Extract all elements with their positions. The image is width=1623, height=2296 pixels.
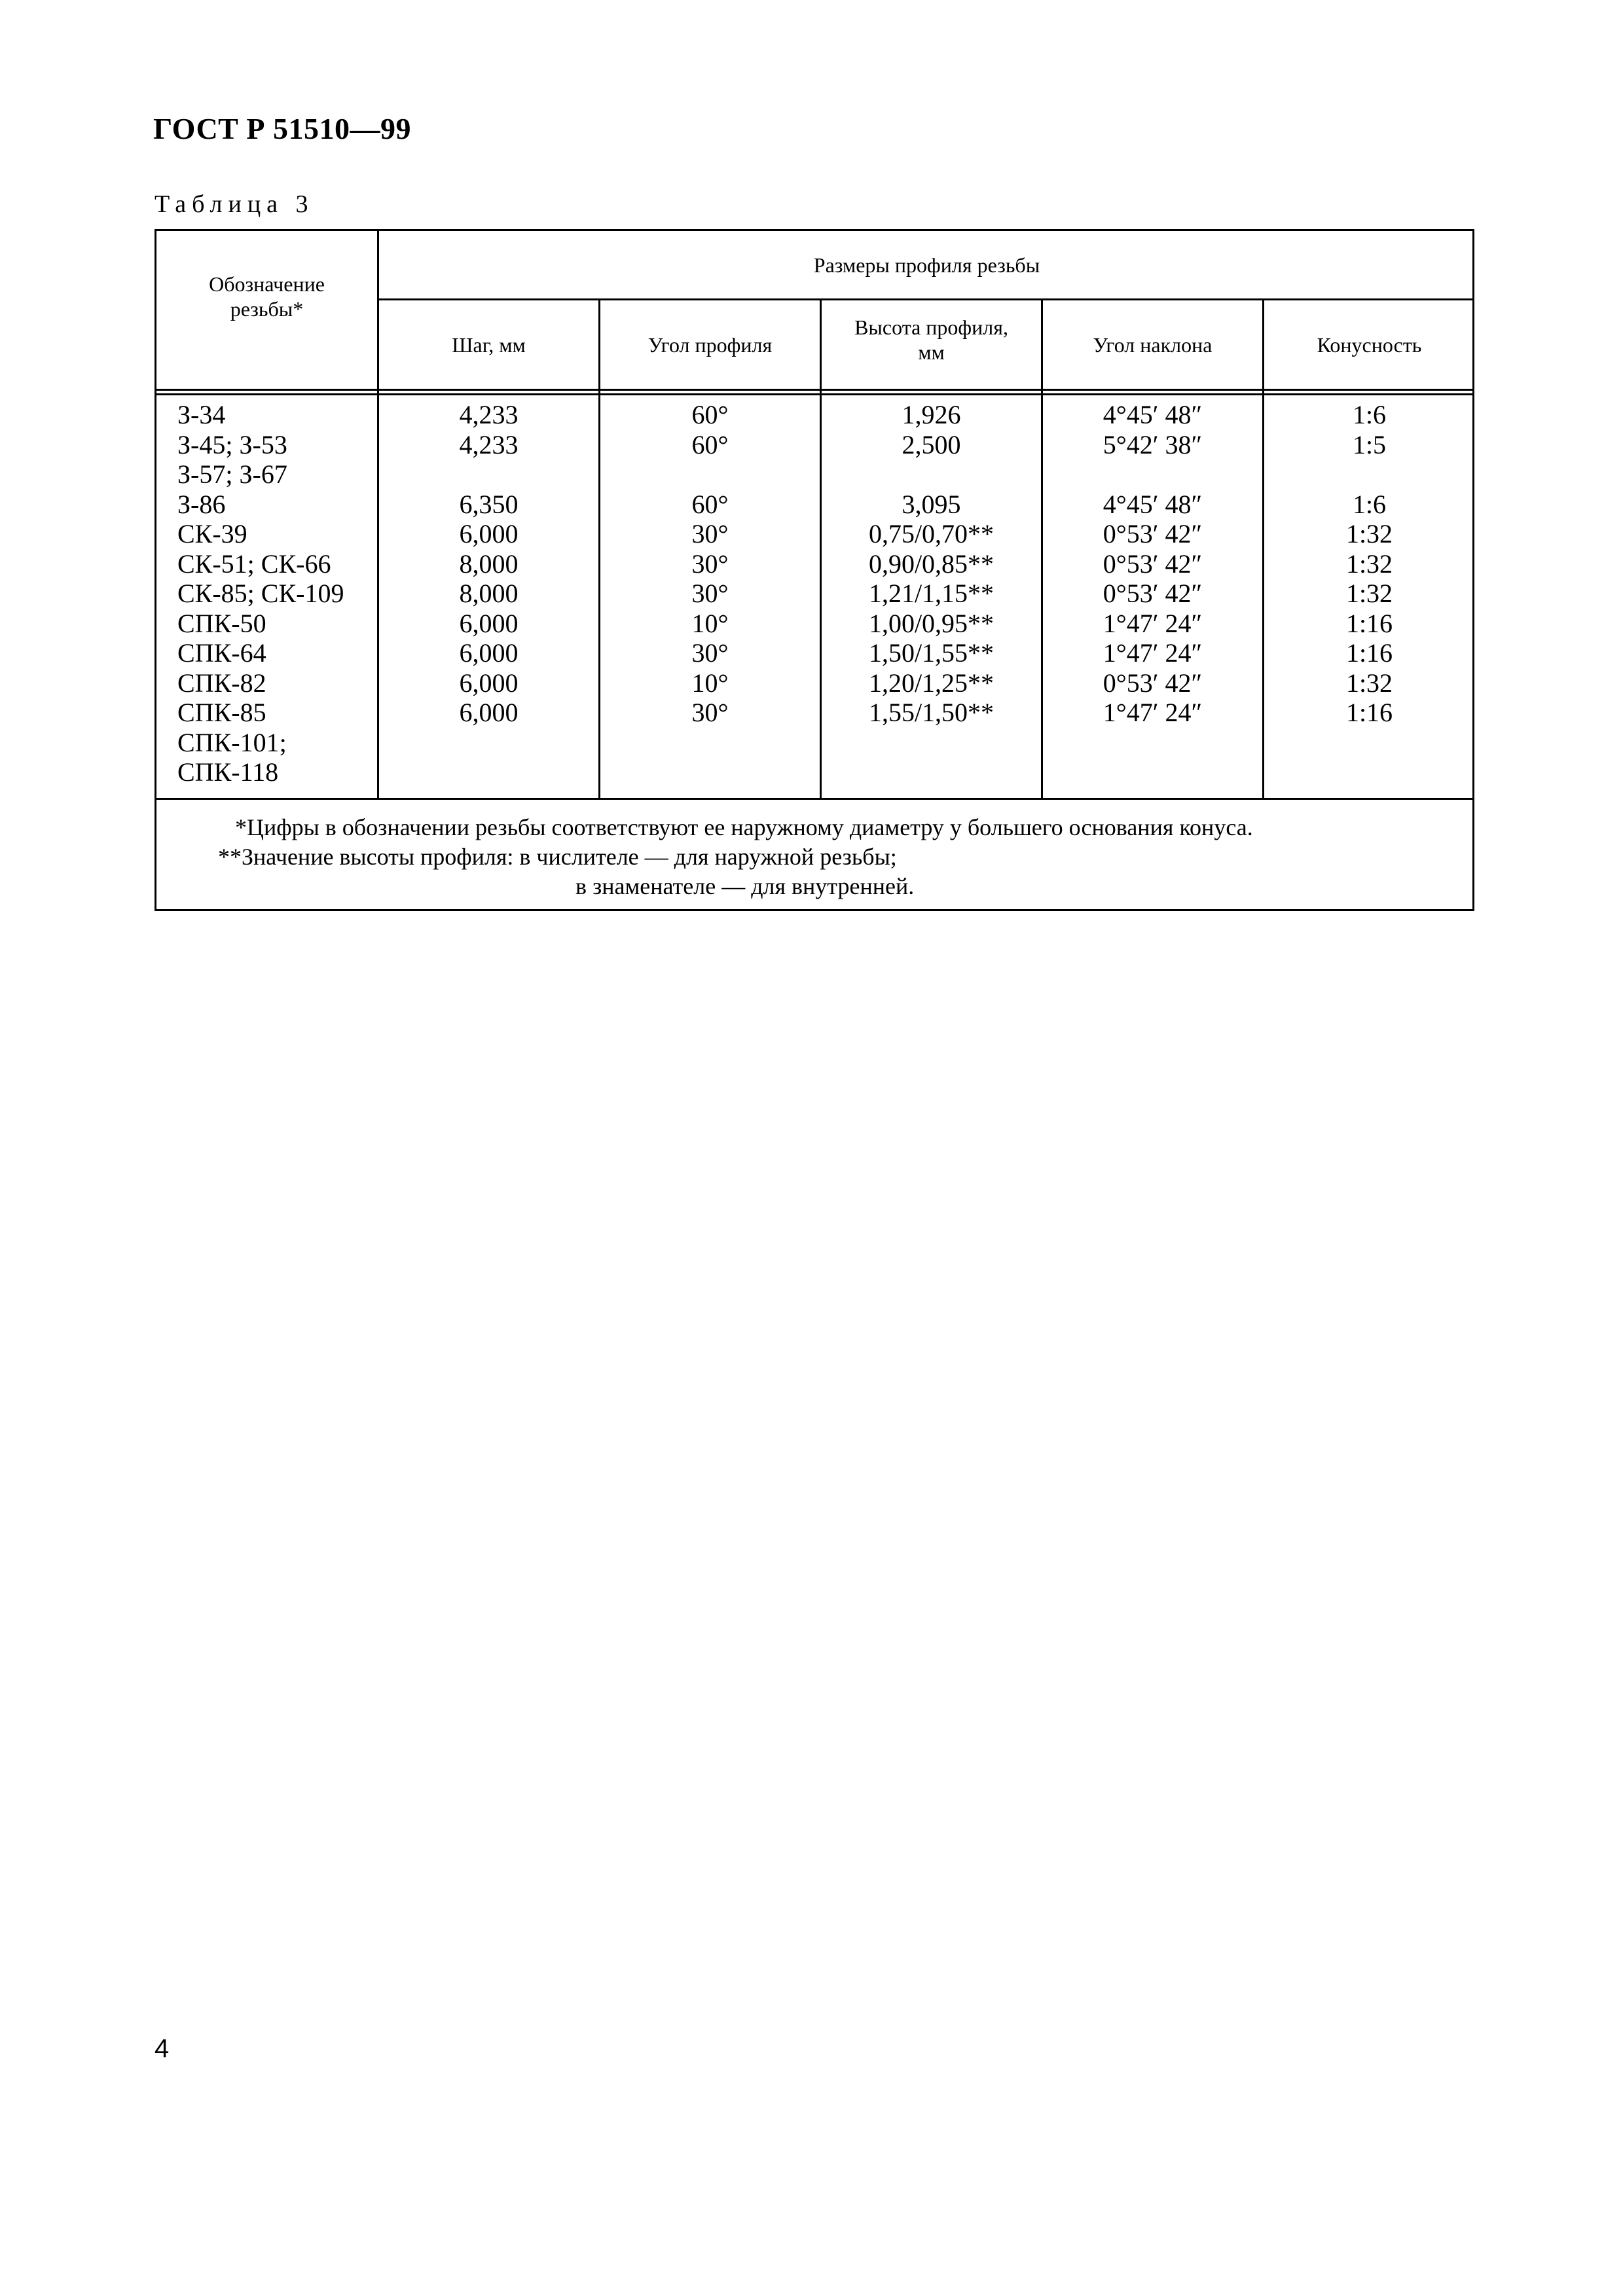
designation-line: СПК-50 [177, 608, 266, 638]
profile-height-cell: 1,21/1,15** [868, 579, 994, 608]
designation-line: СПК-82 [177, 668, 266, 698]
designation-line: З-34 [177, 400, 226, 429]
profile-height-cell: 1,00/0,95** [868, 608, 994, 638]
designation-line: З-86 [177, 489, 226, 519]
header-designation: Обозначение резьбы* [209, 272, 325, 321]
profile-angle-cell: 30° [691, 548, 729, 579]
pitch-cell: 6,000 [459, 608, 519, 638]
pitch-cell: 6,000 [459, 698, 519, 727]
profile-angle-cell: 60° [691, 429, 729, 459]
slope-angle-cell: 4°45′ 48″ [1103, 400, 1203, 429]
pitch-cell: 8,000 [459, 579, 519, 608]
profile-angle-cell [600, 459, 820, 490]
pitch-cell: 4,233 [459, 400, 519, 429]
taper-cell [1264, 459, 1474, 490]
header-double-rule [156, 393, 1474, 395]
designation-line: СК-39 [177, 519, 247, 548]
pitch-column [379, 400, 598, 728]
taper-cell: 1:6 [1352, 489, 1387, 519]
header-double-rule [156, 389, 1474, 391]
pitch-cell: 6,000 [459, 638, 519, 668]
slope-angle-cell: 1°47′ 24″ [1103, 608, 1203, 638]
profile-angle-cell: 60° [691, 489, 729, 519]
taper-cell: 1:32 [1345, 519, 1393, 548]
pitch-cell [379, 459, 598, 490]
designation-line: СК-85; СК-109 [177, 579, 344, 608]
designation-line: СПК-64 [177, 638, 266, 668]
profile-height-cell: 3,095 [902, 489, 961, 519]
header-group: Размеры профиля резьбы [813, 253, 1040, 277]
profile-angle-cell: 60° [691, 400, 729, 429]
taper-cell: 1:16 [1345, 608, 1393, 638]
profile-height-cell: 0,90/0,85** [868, 548, 994, 579]
pitch-cell: 6,000 [459, 668, 519, 698]
designation-column [177, 400, 374, 787]
profile-height-cell: 0,75/0,70** [868, 519, 994, 548]
page-number: 4 [155, 2034, 170, 2063]
profile-height-cell: 1,20/1,25** [868, 668, 994, 698]
pitch-cell: 8,000 [459, 548, 519, 579]
profile-angle-cell: 10° [691, 608, 729, 638]
profile-height-cell: 1,55/1,50** [868, 698, 994, 727]
taper-cell: 1:32 [1345, 579, 1393, 608]
notes-divider [156, 798, 1474, 800]
profile-angle-cell: 30° [691, 698, 729, 727]
profile-height-cell: 1,926 [902, 400, 961, 429]
footnote-designation: *Цифры в обозначении резьбы соответствуют ее наружному диаметру у большего основания конуса. [235, 814, 1253, 840]
slope-angle-cell: 1°47′ 24″ [1103, 638, 1203, 668]
header-slope-angle: Угол наклона [1093, 332, 1213, 357]
taper-cell: 1:16 [1345, 638, 1393, 668]
designation-line: СК-51; СК-66 [177, 548, 331, 579]
header-profile-height: Высота профиля, мм [854, 315, 1008, 364]
designation-line: СПК-101; [177, 727, 287, 757]
designation-line: СПК-118 [177, 757, 279, 787]
footnote-profile-height: **Значение высоты профиля: в числителе — для наружной резьбы; [218, 844, 897, 870]
footnote-profile-height-cont: в знаменателе — для внутренней. [575, 873, 915, 899]
profile-height-cell: 1,50/1,55** [868, 638, 994, 668]
taper-cell: 1:32 [1345, 548, 1393, 579]
designation-line: З-45; З-53 [177, 429, 287, 459]
taper-cell: 1:6 [1352, 400, 1387, 429]
profile-angle-cell: 30° [691, 638, 729, 668]
designation-line: З-57; З-67 [177, 459, 287, 489]
slope-angle-cell [1043, 459, 1262, 490]
pitch-cell: 6,000 [459, 519, 519, 548]
taper-cell: 1:16 [1345, 698, 1393, 727]
document-id: ГОСТ Р 51510—99 [153, 112, 411, 145]
profile-angle-cell: 10° [691, 668, 729, 698]
pitch-cell: 4,233 [459, 429, 519, 459]
slope-angle-cell: 5°42′ 38″ [1103, 429, 1203, 459]
slope-angle-cell: 0°53′ 42″ [1103, 668, 1203, 698]
profile-angle-cell: 30° [691, 579, 729, 608]
thread-profile-table [155, 229, 1474, 911]
profile-height-column [822, 400, 1041, 728]
profile-height-cell: 2,500 [902, 429, 961, 459]
header-pitch: Шаг, мм [452, 332, 526, 357]
taper-cell: 1:5 [1352, 429, 1387, 459]
profile-angle-cell: 30° [691, 519, 729, 548]
slope-angle-cell: 4°45′ 48″ [1103, 489, 1203, 519]
slope-angle-cell: 0°53′ 42″ [1103, 548, 1203, 579]
slope-angle-cell: 1°47′ 24″ [1103, 698, 1203, 727]
designation-line: СПК-85 [177, 698, 266, 727]
taper-column [1264, 400, 1474, 728]
profile-angle-column [600, 400, 820, 728]
header-profile-angle: Угол профиля [647, 332, 773, 357]
taper-cell: 1:32 [1345, 668, 1393, 698]
slope-angle-cell: 0°53′ 42″ [1103, 579, 1203, 608]
slope-angle-cell: 0°53′ 42″ [1103, 519, 1203, 548]
header-taper: Конусность [1317, 332, 1422, 357]
table-caption: Таблица 3 [155, 190, 314, 218]
slope-angle-column [1043, 400, 1262, 728]
pitch-cell: 6,350 [459, 489, 519, 519]
profile-height-cell [822, 459, 1041, 490]
